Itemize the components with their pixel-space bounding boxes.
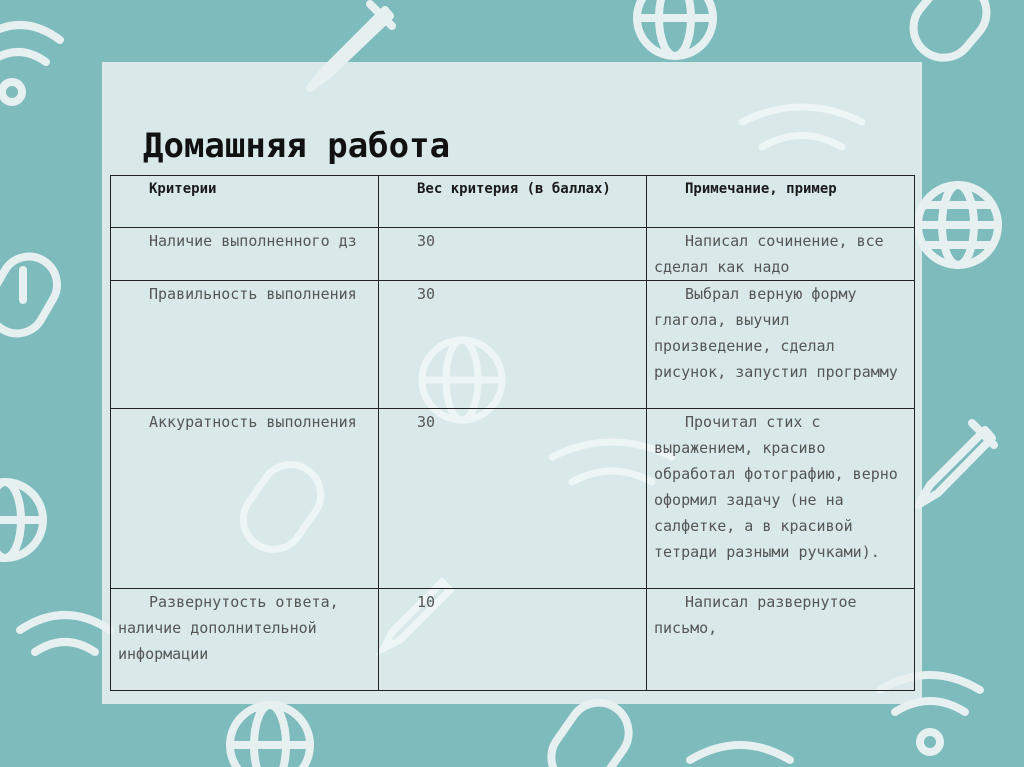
table-header-row [111, 176, 915, 228]
globe-icon [918, 185, 998, 265]
weight-cell: 10 [379, 589, 647, 691]
computer-mouse-icon [0, 246, 67, 343]
weight-cell: 30 [379, 228, 647, 281]
criterion-cell: Аккуратность выполнения [111, 409, 379, 589]
globe-icon [0, 482, 43, 558]
table-row [111, 409, 915, 589]
weight-cell: 30 [379, 281, 647, 409]
column-header-weight: Вес критерия (в баллах) [379, 176, 647, 228]
globe-icon [230, 705, 310, 767]
note-cell: Прочитал стих с выражением, красиво обработал фотографию, верно оформил задачу (не на салфетке, а в красивой тетради разными ручками). [647, 409, 915, 589]
pencil-icon [918, 423, 994, 505]
table-row [111, 589, 915, 691]
column-header-note: Примечание, пример [647, 176, 915, 228]
wifi-icon [20, 615, 110, 652]
table-row [111, 281, 915, 409]
wifi-icon [0, 25, 60, 102]
column-header-criteria: Критерии [111, 176, 379, 228]
note-cell: Написал сочинение, все сделал как надо [647, 228, 915, 281]
wifi-icon [742, 107, 862, 147]
page-title: Домашняя работа [143, 126, 451, 166]
wifi-icon [690, 745, 790, 760]
table-row [111, 228, 915, 281]
criterion-cell: Наличие выполненного дз [111, 228, 379, 281]
criterion-cell: Правильность выполнения [111, 281, 379, 409]
globe-icon [637, 0, 713, 56]
criterion-cell: Развернутость ответа, наличие дополнительной информации [111, 589, 379, 691]
weight-cell: 30 [379, 409, 647, 589]
note-cell: Написал развернутое письмо, [647, 589, 915, 691]
computer-mouse-icon [901, 0, 998, 70]
note-cell: Выбрал верную форму глагола, выучил произведение, сделал рисунок, запустил программу [647, 281, 915, 409]
criteria-table [110, 175, 915, 691]
